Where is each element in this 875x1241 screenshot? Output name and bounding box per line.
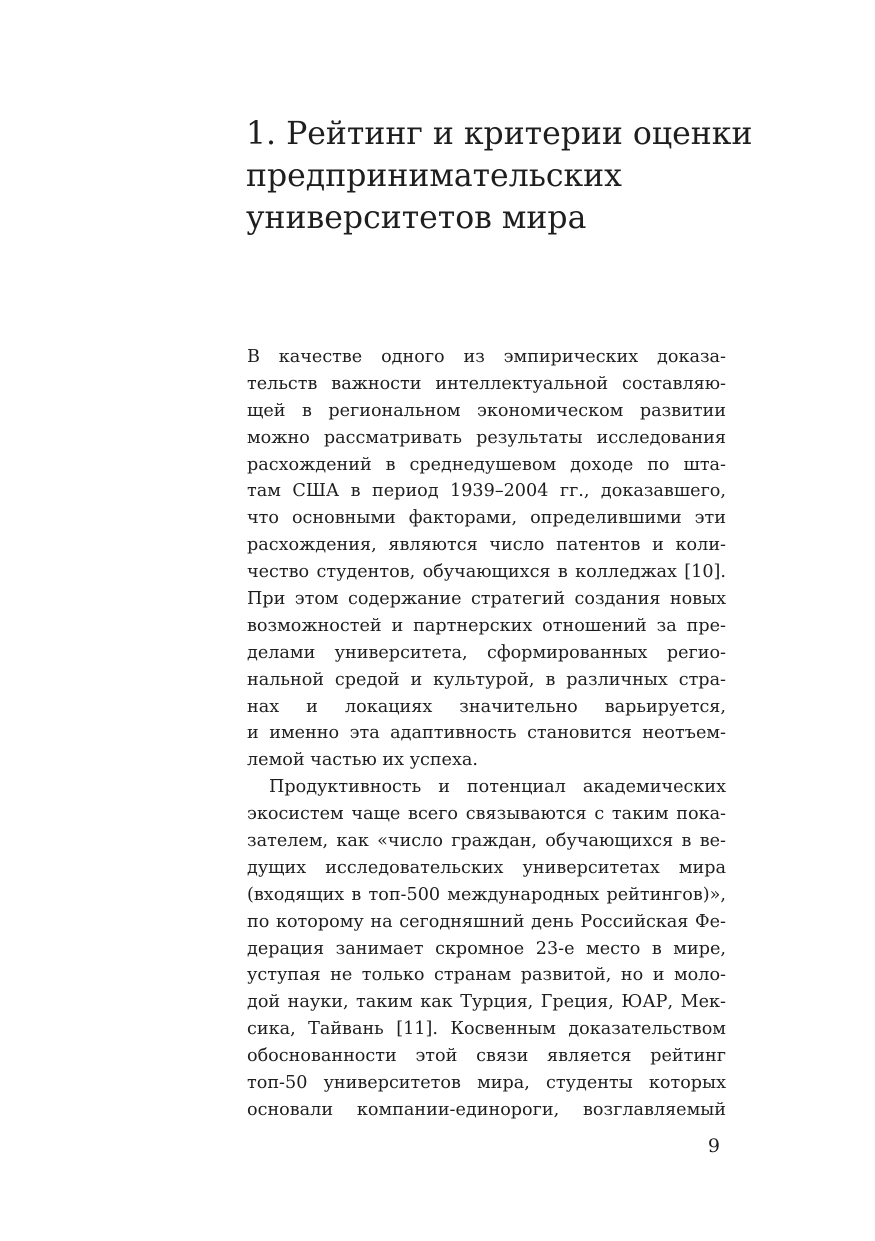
text-line: делами университета, сформированных регио- — [247, 642, 726, 663]
text-line: уступая не только странам развитой, но и моло- — [247, 965, 726, 986]
paragraph-2 — [247, 774, 726, 1124]
paragraph-1 — [247, 344, 726, 774]
text-line: по которому на сегодняшний день Российская Фе- — [247, 911, 726, 932]
text-line: щей в региональном экономическом развитии — [247, 400, 726, 421]
chapter-title-line: предпринимательских — [246, 158, 622, 194]
text-line: дой науки, таким как Турция, Греция, ЮАР, Мек- — [247, 992, 726, 1013]
text-line: В качестве одного из эмпирических доказа- — [247, 347, 726, 367]
text-line: дущих исследовательских университетах мира — [247, 857, 726, 878]
text-line: чество студентов, обучающихся в колледжах [10]. — [247, 562, 726, 583]
text-line: и именно эта адаптивность становится неотъем- — [247, 723, 726, 744]
text-line: обоснованности этой связи является рейтинг — [247, 1046, 726, 1067]
text-line: зателем, как «число граждан, обучающихся в ве- — [247, 831, 726, 852]
chapter-title-line: 1. Рейтинг и критерии оценки — [246, 116, 753, 152]
body-text — [247, 344, 726, 1124]
text-line: лемой частью их успеха. — [247, 750, 478, 771]
chapter-title — [246, 113, 766, 239]
text-line: основали компании-единороги, возглавляемый — [247, 1099, 726, 1120]
text-line: нах и локациях значительно варьируется, — [247, 696, 726, 717]
text-line: что основными факторами, определившими эти — [247, 508, 726, 529]
text-line: расхождений в среднедушевом доходе по шта- — [247, 454, 726, 475]
text-line: там США в период 1939–2004 гг., доказавшего, — [247, 481, 726, 502]
text-line: тельств важности интеллектуальной составляю- — [247, 373, 726, 394]
text-line: расхождения, являются число патентов и коли- — [247, 535, 726, 556]
text-line: экосистем чаще всего связываются с таким пока- — [247, 804, 726, 825]
text-line: Продуктивность и потенциал академических — [269, 777, 726, 798]
text-line: дерация занимает скромное 23-е место в мире, — [247, 938, 726, 959]
text-line: возможностей и партнерских отношений за пре- — [247, 615, 726, 636]
text-line: топ-50 университетов мира, студенты которых — [247, 1073, 726, 1094]
page-number: 9 — [707, 1135, 720, 1157]
text-line: нальной средой и культурой, в различных стра- — [247, 669, 726, 690]
chapter-title-line: университетов мира — [246, 200, 587, 236]
text-line: можно рассматривать результаты исследования — [247, 427, 726, 448]
text-line: При этом содержание стратегий создания новых — [247, 589, 726, 610]
text-line: сика, Тайвань [11]. Косвенным доказательством — [247, 1019, 726, 1040]
text-line: (входящих в топ-500 международных рейтингов)», — [247, 884, 726, 905]
